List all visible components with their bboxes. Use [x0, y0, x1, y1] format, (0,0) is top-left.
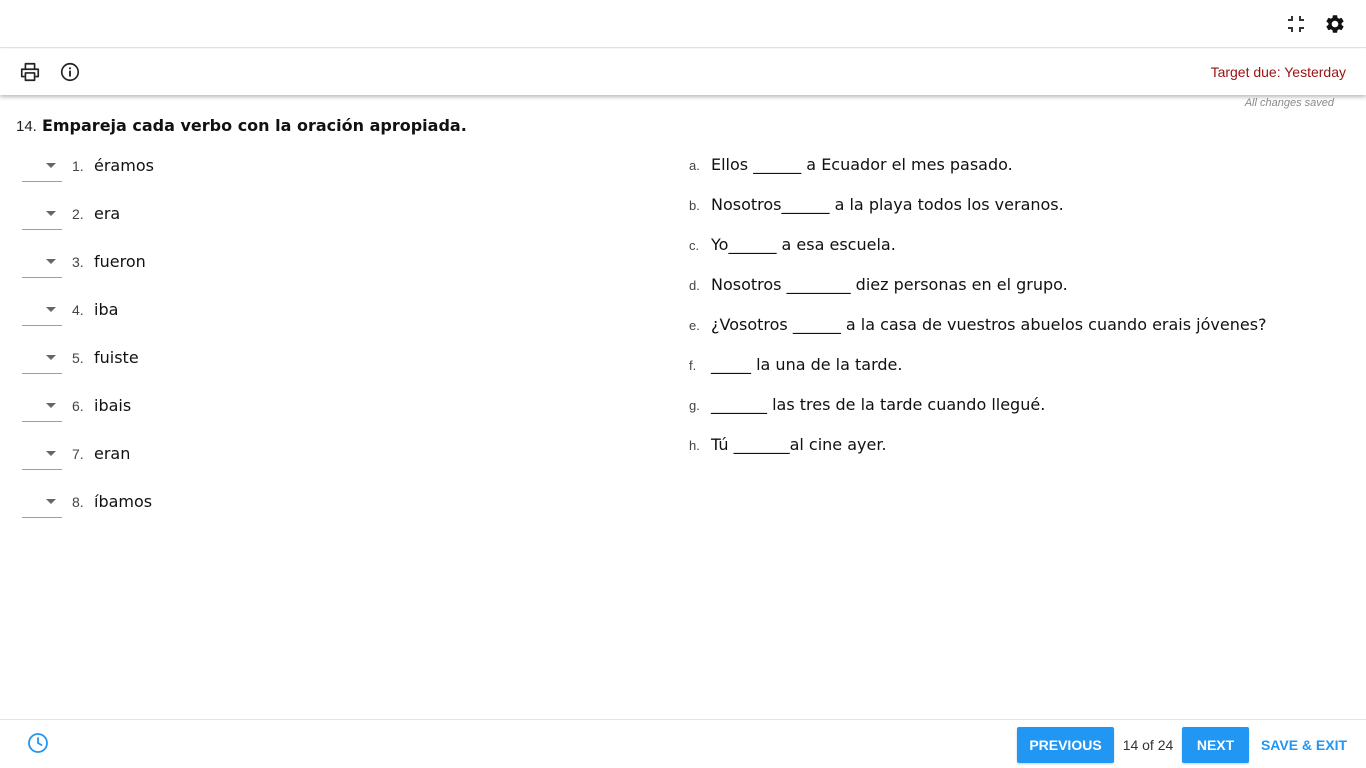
sentence-text: Ellos ______ a Ecuador el mes pasado.	[711, 155, 1013, 174]
answer-select[interactable]	[22, 340, 62, 374]
verb-text: éramos	[94, 156, 154, 175]
verb-number: 2.	[72, 206, 84, 222]
question-header	[16, 116, 467, 135]
caret-down-icon	[46, 307, 56, 312]
printer-icon[interactable]	[14, 56, 46, 88]
caret-down-icon	[46, 499, 56, 504]
verb-number: 4.	[72, 302, 84, 318]
footer-bar	[0, 719, 1366, 768]
verb-text: fueron	[94, 252, 146, 271]
sentence-text: _____ la una de la tarde.	[711, 355, 903, 374]
clock-icon[interactable]	[26, 731, 50, 755]
sentence-text: Tú _______al cine ayer.	[711, 435, 887, 454]
top-bar	[0, 0, 1366, 48]
sentence-text: Yo______ a esa escuela.	[711, 235, 896, 254]
info-icon[interactable]	[54, 56, 86, 88]
answer-select[interactable]	[22, 196, 62, 230]
target-due-label: Target due: Yesterday	[1210, 64, 1346, 80]
sentence-letter: d.	[689, 278, 700, 293]
sentence-letter: g.	[689, 398, 700, 413]
sentence-letter: f.	[689, 358, 697, 373]
verb-number: 1.	[72, 158, 84, 174]
next-button[interactable]: NEXT	[1182, 727, 1249, 763]
sentence-text: ¿Vosotros ______ a la casa de vuestros abuelos cuando erais jóvenes?	[711, 315, 1267, 334]
sentence-text: _______ las tres de la tarde cuando llegué.	[711, 395, 1046, 414]
sentence-letter: c.	[689, 238, 700, 253]
saved-status: All changes saved	[1244, 97, 1334, 109]
verb-text: eran	[94, 444, 131, 463]
verb-number: 6.	[72, 398, 84, 414]
caret-down-icon	[46, 259, 56, 264]
collapse-icon[interactable]	[1280, 8, 1312, 40]
page-counter: 14 of 24	[1122, 737, 1174, 753]
sentence-letter: a.	[689, 158, 700, 173]
answer-select[interactable]	[22, 484, 62, 518]
question-text: Empareja cada verbo con la oración apropiada.	[41, 116, 467, 135]
verb-text: íbamos	[94, 492, 153, 511]
answer-select[interactable]	[22, 292, 62, 326]
verb-number: 5.	[72, 350, 84, 366]
sentence-text: Nosotros ________ diez personas en el grupo.	[711, 275, 1068, 294]
verb-text: iba	[94, 300, 119, 319]
caret-down-icon	[46, 403, 56, 408]
answer-select[interactable]	[22, 148, 62, 182]
verb-text: era	[94, 204, 121, 223]
question-number: 14.	[16, 118, 37, 135]
sentence-text: Nosotros______ a la playa todos los veranos.	[711, 195, 1064, 214]
verb-text: ibais	[94, 396, 132, 415]
save-exit-button[interactable]: SAVE & EXIT	[1260, 737, 1348, 753]
previous-button[interactable]: PREVIOUS	[1017, 727, 1114, 763]
gear-icon[interactable]	[1319, 8, 1351, 40]
verb-number: 8.	[72, 494, 84, 510]
caret-down-icon	[46, 451, 56, 456]
caret-down-icon	[46, 355, 56, 360]
answer-select[interactable]	[22, 388, 62, 422]
toolbar	[0, 49, 1366, 95]
verb-text: fuiste	[94, 348, 139, 367]
caret-down-icon	[46, 163, 56, 168]
answer-select[interactable]	[22, 244, 62, 278]
sentence-letter: h.	[689, 438, 700, 453]
caret-down-icon	[46, 211, 56, 216]
sentence-letter: e.	[689, 318, 700, 333]
answer-select[interactable]	[22, 436, 62, 470]
verb-number: 3.	[72, 254, 84, 270]
sentence-letter: b.	[689, 198, 700, 213]
verb-number: 7.	[72, 446, 84, 462]
